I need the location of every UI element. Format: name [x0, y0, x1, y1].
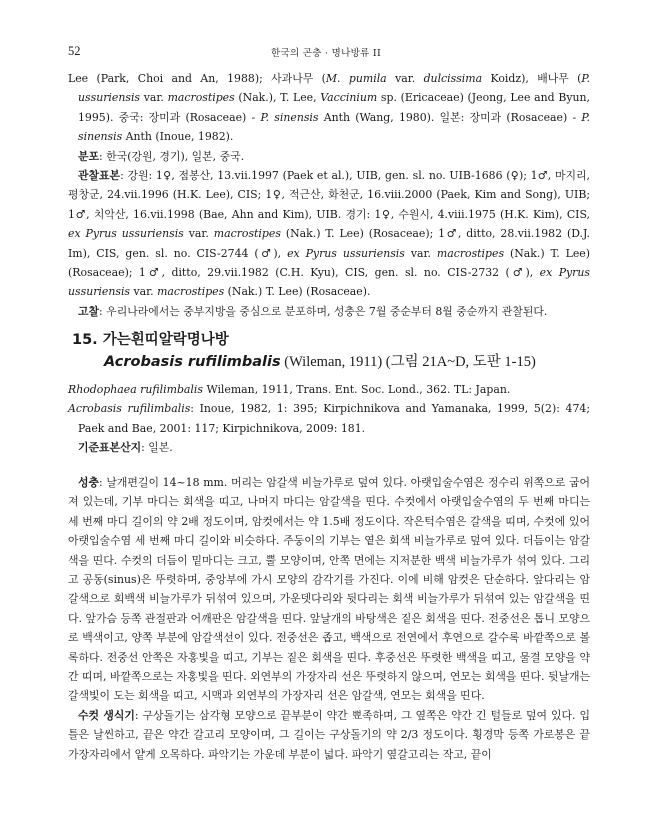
species-heading — [72, 330, 612, 373]
adult-description: 성충: 날개편길이 14~18 mm. 머리는 암갈색 비늘가루로 덮여 있다. 아랫입술수염은 정수리 위쪽으로 굽어져 있는데, 기부 마디는 회색을 띠고, 나머지 마디는 암갈색을 띤다. 수컷에서 아랫입술수염의 두 번째 마디는 세 번째 마디 길이의 약 2배 정도이며, 암컷에서는 약 1.5배 정도이다. 작은턱수염은 갈색을 띠며, 수컷에 있어 아랫입술수염 세 번째 마디 길이와 비슷하다. 주둥이의 기부는 옅은 회색 비늘가루로 덮여 있다. 더듬이는 암갈색을 띤다. 수컷의 더듬이 밑마디는 크고, 뿔 모양이며, 안쪽 면에는 지저분한 백색 비늘가루가 섞여 있다. 그리고 공동(sinus)은 뚜렷하며, 중앙부에 가시 모양의 감각기를 가진다. 이에 비해 암컷은 단순하다. 앞다리는 암갈색으로 회백색 비늘가루가 뒤섞여 있으며, 가운뎃다리와 뒷다리는 회색 비늘가루가 뒤섞여 있는 암갈색을 띤다. 앞가슴 등쪽 관절판과 어깨판은 암갈색을 띤다. 앞날개의 바탕색은 짙은 회색을 띤다. 전중선은 톱니 모양으로 백색이고, 양쪽 부분에 암갈색선이 있다. 전중선은 좁고, 백색으로 전연에서 후연으로 갈수록 바깥쪽으로 볼록하다. 전중선 안쪽은 자홍빛을 띠고, 기부는 짙은 회색을 띤다. 후중선은 뚜렷한 백색을 띠고, 물결 모양을 약간 띠며, 바깥쪽으로는 자홍빛을 띤다. 외연부의 가장자리 선은 뚜렷하지 않으며, 연모는 회색을 띤다. 뒷날개는 갈색빛이 도는 회색을 띠고, 시맥과 외연부의 가장자리 선은 암갈색, 연모는 회색을 띤다. — [68, 476, 590, 703]
species-heading-scientific: Acrobasis rufilimbalis (Wileman, 1911) (그림 21A~D, 도판 1-15) — [104, 354, 536, 370]
specimens-label: 관찰표본 — [78, 169, 121, 183]
previous-species-section — [68, 69, 590, 321]
distribution-label: 분포 — [78, 149, 100, 163]
species-heading-korean: 15. 가는흰띠알락명나방 — [72, 332, 229, 348]
page-number: 52 — [68, 44, 81, 58]
running-head: 한국의 곤충 · 명나방류 II — [271, 48, 381, 59]
description-section — [68, 473, 590, 764]
synonym-entry: Rhodophaea rufilimbalis Wileman, 1911, Trans. Ent. Soc. Lond., 362. TL: Japan. — [68, 383, 511, 396]
remarks-label: 고찰 — [78, 304, 100, 318]
type-locality-paragraph: 기준표본산지: 일본. — [78, 441, 173, 455]
male-genitalia-description: 수컷 생식기: 구상돌기는 삼각형 모양으로 끝부분이 약간 뾰족하며, 그 옆쪽은 약간 긴 털들로 덮여 있다. 입틀은 날씬하고, 끝은 약간 갈고리 모양이며, 그 길이는 구상돌기의 약 2/3 정도이다. 횡경막 등쪽 가로봉은 끝 가장자리에서 얕게 오목하다. 파악기는 가운데 부분이 넓다. 파악기 옆갈고리는 작고, 끝이 — [68, 708, 590, 761]
synonymy-section — [68, 380, 590, 458]
remarks-paragraph: 고찰: 우리나라에서는 중부지방을 중심으로 분포하며, 성충은 7월 중순부터 8월 중순까지 관찰된다. — [78, 304, 548, 318]
adult-label: 성충 — [78, 476, 100, 489]
specimens-paragraph: 관찰표본: 강원: 1♀, 점봉산, 13.vii.1997 (Paek et al.), UIB, gen. sl. no. UIB-1686 (♀); 1♂, 마지리, 평창군, 24.vii.1996 (H.K. Lee), CIS; 1♀, 적근산, 화천군, 16.viii.2000 (Paek, Kim and Song), UIB; 1♂, 치악산, 16.vii.1998 (Bae, Ahn and Kim), UIB. 경기: 1♀, 수원시, 4.viii.1975 (H.K. Kim), CIS, ex Pyrus ussuriensis var. macrostipes (Nak.) T. Lee) (Rosaceae); 1♂, ditto, 28.vii.1982 (D.J. Im), CIS, gen. sl. no. CIS-2744 (♂), ex Pyrus ussuriensis var. macrostipes (Nak.) T. Lee) (Rosaceae); 1♂, ditto, 29.vii.1982 (C.H. Kyu), CIS, gen. sl. no. CIS-2732 (♂), ex Pyrus ussuriensis var. macrostipes (Nak.) T. Lee) (Rosaceae). — [68, 169, 590, 299]
male-genitalia-label: 수컷 생식기 — [78, 708, 135, 722]
distribution-paragraph: 분포: 한국(강원, 경기), 일본, 중국. — [78, 149, 245, 163]
host-plants-paragraph: Lee (Park, Choi and An, 1988); 사과나무 (M. pumila var. dulcissima Koidz), 배나무 (P. ussuriensis var. macrostipes (Nak.), T. Lee, Vaccinium sp. (Ericaceae) (Jeong, Lee and Byun, 1995). 중국: 장미과 (Rosaceae) - P. sinensis Anth (Wang, 1980). 일본: 장미과 (Rosaceae) - P. sinensis Anth (Inoue, 1982). — [68, 72, 591, 144]
type-locality-label: 기준표본산지 — [78, 441, 142, 455]
synonym-entry: Acrobasis rufilimbalis: Inoue, 1982, 1: 395; Kirpichnikova and Yamanaka, 1999, 5(2): 474; Paek and Bae, 2001: 117; Kirpichnikova, 2009: 181. — [68, 402, 590, 435]
